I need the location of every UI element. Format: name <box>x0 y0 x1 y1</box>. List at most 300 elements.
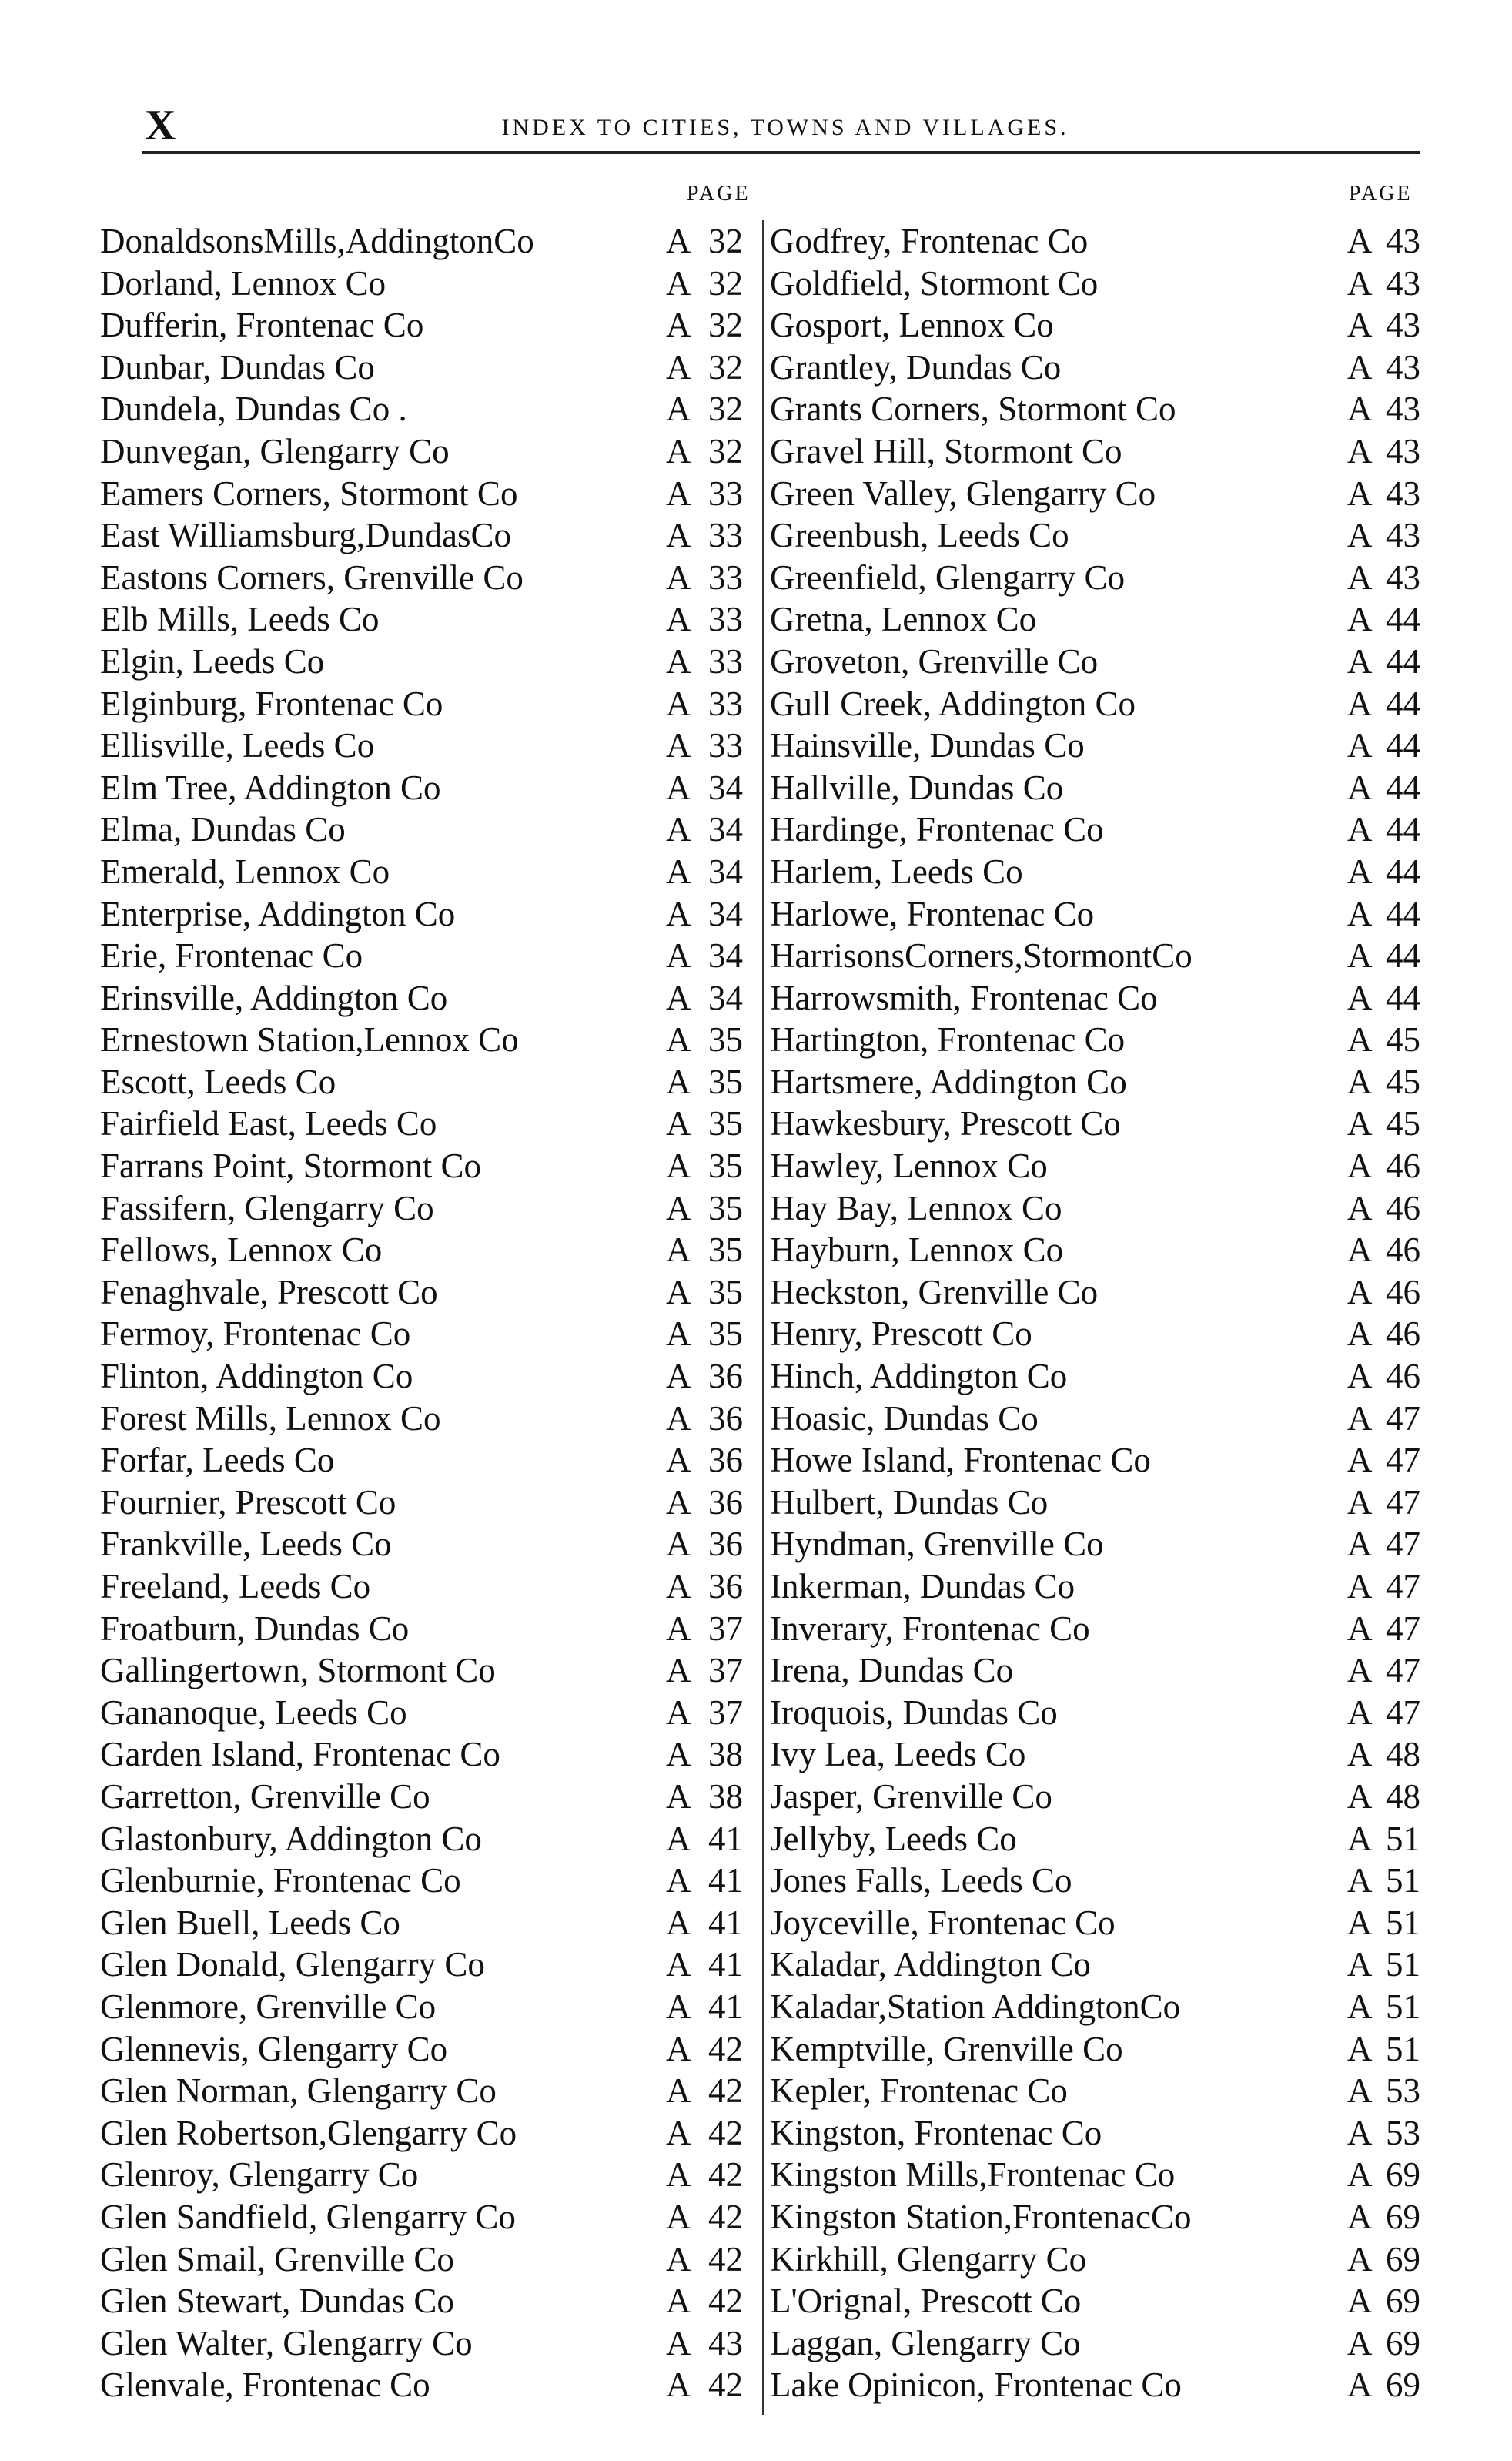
entry-page-number: 44 <box>1386 726 1420 765</box>
entry-page-number: 41 <box>708 1861 743 1900</box>
entry-place-name: Glen Donald, Glengarry Co <box>100 1945 485 1984</box>
index-entry <box>100 1818 762 1860</box>
entry-section-letter: A <box>1347 2197 1373 2236</box>
entry-section-letter: A <box>1347 557 1373 597</box>
index-entry <box>770 1860 1424 1902</box>
entry-place-name: Fassifern, Glengarry Co <box>100 1188 434 1227</box>
entry-place-name: Lake Opinicon, Frontenac Co <box>770 2366 1182 2405</box>
index-entry <box>770 2364 1424 2406</box>
entry-section-letter: A <box>1347 1819 1373 1858</box>
index-entry <box>770 514 1424 557</box>
entry-place-name: Glen Norman, Glengarry Co <box>100 2071 497 2111</box>
entry-page-number: 36 <box>708 1441 743 1480</box>
entry-page-number: 69 <box>1386 2155 1420 2195</box>
entry-place-name: Jasper, Grenville Co <box>770 1776 1052 1816</box>
entry-section-letter: A <box>666 2282 691 2321</box>
index-entry <box>100 598 762 641</box>
entry-place-name: Hyndman, Grenville Co <box>770 1525 1104 1564</box>
index-entry <box>100 767 762 809</box>
entry-section-letter: A <box>666 1147 691 1186</box>
entry-place-name: Eamers Corners, Stormont Co <box>100 474 518 513</box>
entry-section-letter: A <box>666 2197 691 2236</box>
index-entry <box>100 304 762 347</box>
entry-page-number: 43 <box>1386 516 1420 555</box>
entry-page-number: 37 <box>708 1693 743 1732</box>
entry-place-name: Elgin, Leeds Co <box>100 641 325 681</box>
entry-place-name: DonaldsonsMills,AddingtonCo <box>100 222 534 260</box>
entry-place-name: Glen Stewart, Dundas Co <box>100 2282 454 2321</box>
left-page-column-label: PAGE <box>687 182 751 206</box>
entry-section-letter: A <box>1347 1861 1373 1900</box>
entry-place-name: Hardinge, Frontenac Co <box>770 810 1104 849</box>
entry-page-number: 47 <box>1386 1567 1420 1606</box>
entry-page-number: 69 <box>1386 2197 1420 2236</box>
entry-page-number: 35 <box>708 1230 743 1270</box>
entry-place-name: Glen Buell, Leeds Co <box>100 1903 400 1942</box>
entry-section-letter: A <box>666 263 691 303</box>
entry-section-letter: A <box>666 1609 691 1648</box>
entry-page-number: 44 <box>1386 684 1420 723</box>
entry-section-letter: A <box>1347 641 1373 681</box>
entry-page-number: 51 <box>1386 1987 1420 2026</box>
entry-section-letter: A <box>1347 936 1373 976</box>
entry-section-letter: A <box>666 1062 691 1101</box>
index-entry <box>100 557 762 599</box>
entry-page-number: 35 <box>708 1147 743 1186</box>
entry-place-name: Inkerman, Dundas Co <box>770 1567 1075 1606</box>
index-entry <box>770 851 1424 893</box>
entry-section-letter: A <box>1347 1188 1373 1227</box>
index-entry <box>100 1608 762 1650</box>
entry-section-letter: A <box>666 1398 691 1438</box>
entry-place-name: Fenaghvale, Prescott Co <box>100 1272 438 1311</box>
entry-section-letter: A <box>666 1945 691 1984</box>
index-entry <box>100 1565 762 1608</box>
left-index-column <box>100 220 762 2406</box>
entry-place-name: Harlowe, Frontenac Co <box>770 894 1095 933</box>
entry-place-name: Hawkesbury, Prescott Co <box>770 1104 1121 1143</box>
index-entry <box>770 1818 1424 1860</box>
entry-section-letter: A <box>1347 474 1373 513</box>
entry-section-letter: A <box>666 1903 691 1942</box>
index-entry <box>770 1271 1424 1314</box>
entry-section-letter: A <box>1347 1147 1373 1186</box>
entry-section-letter: A <box>1347 263 1373 303</box>
entry-page-number: 42 <box>708 2071 743 2111</box>
index-entry <box>770 767 1424 809</box>
entry-place-name: Glennevis, Glengarry Co <box>100 2029 448 2068</box>
running-title: INDEX TO CITIES, TOWNS AND VILLAGES. <box>501 115 1069 140</box>
index-entry <box>100 1649 762 1692</box>
entry-page-number: 32 <box>708 431 743 470</box>
index-entry <box>770 1692 1424 1734</box>
index-entry <box>770 1776 1424 1818</box>
entry-page-number: 47 <box>1386 1441 1420 1480</box>
entry-page-number: 44 <box>1386 810 1420 849</box>
entry-page-number: 69 <box>1386 2239 1420 2279</box>
entry-place-name: Kemptville, Grenville Co <box>770 2029 1123 2068</box>
entry-section-letter: A <box>666 1861 691 1900</box>
entry-place-name: Farrans Point, Stormont Co <box>100 1147 482 1186</box>
entry-section-letter: A <box>1347 2113 1373 2152</box>
entry-place-name: Hay Bay, Lennox Co <box>770 1188 1062 1227</box>
index-entry <box>100 473 762 515</box>
entry-place-name: Irena, Dundas Co <box>770 1651 1014 1690</box>
entry-place-name: Elma, Dundas Co <box>100 810 346 849</box>
entry-place-name: Hulbert, Dundas Co <box>770 1482 1049 1522</box>
entry-section-letter: A <box>666 2239 691 2279</box>
entry-place-name: Gretna, Lennox Co <box>770 600 1037 639</box>
entry-page-number: 48 <box>1386 1735 1420 1774</box>
index-entry <box>770 683 1424 725</box>
entry-page-number: 33 <box>708 557 743 597</box>
index-entry <box>100 514 762 557</box>
index-entry <box>770 641 1424 683</box>
entry-section-letter: A <box>666 1230 691 1270</box>
index-entry <box>770 1313 1424 1355</box>
index-entry <box>770 977 1424 1020</box>
entry-section-letter: A <box>666 768 691 807</box>
index-entry <box>770 1523 1424 1565</box>
index-entry <box>770 2280 1424 2322</box>
entry-place-name: Kaladar,Station AddingtonCo <box>770 1987 1181 2026</box>
entry-section-letter: A <box>666 1525 691 1564</box>
index-entry <box>100 2364 762 2406</box>
entry-place-name: Jones Falls, Leeds Co <box>770 1861 1072 1900</box>
index-entry <box>100 2154 762 2196</box>
entry-page-number: 32 <box>708 347 743 387</box>
entry-section-letter: A <box>1347 684 1373 723</box>
entry-page-number: 48 <box>1386 1776 1420 1816</box>
entry-place-name: Flinton, Addington Co <box>100 1357 413 1396</box>
entry-section-letter: A <box>1347 431 1373 470</box>
entry-section-letter: A <box>666 852 691 891</box>
entry-section-letter: A <box>666 1567 691 1606</box>
index-entry <box>770 1355 1424 1398</box>
entry-place-name: Glen Walter, Glengarry Co <box>100 2323 473 2362</box>
entry-place-name: Gallingertown, Stormont Co <box>100 1651 496 1690</box>
entry-place-name: Hartington, Frontenac Co <box>770 1020 1126 1060</box>
index-entry <box>770 1608 1424 1650</box>
entry-section-letter: A <box>666 726 691 765</box>
entry-page-number: 41 <box>708 1819 743 1858</box>
entry-section-letter: A <box>1347 347 1373 387</box>
entry-section-letter: A <box>1347 2366 1373 2405</box>
index-entry <box>770 557 1424 599</box>
entry-section-letter: A <box>1347 1903 1373 1942</box>
index-entry <box>770 1482 1424 1524</box>
index-entry <box>100 220 762 263</box>
index-entry <box>100 263 762 305</box>
entry-page-number: 34 <box>708 768 743 807</box>
entry-page-number: 33 <box>708 726 743 765</box>
entry-page-number: 47 <box>1386 1609 1420 1648</box>
entry-page-number: 47 <box>1386 1651 1420 1690</box>
entry-page-number: 43 <box>1386 557 1420 597</box>
entry-page-number: 44 <box>1386 600 1420 639</box>
entry-section-letter: A <box>1347 1735 1373 1774</box>
entry-page-number: 47 <box>1386 1398 1420 1438</box>
entry-page-number: 35 <box>708 1272 743 1311</box>
entry-page-number: 38 <box>708 1776 743 1816</box>
entry-place-name: Dunvegan, Glengarry Co <box>100 431 450 470</box>
entry-place-name: Fournier, Prescott Co <box>100 1482 396 1522</box>
entry-page-number: 42 <box>708 2239 743 2279</box>
entry-place-name: Kingston Station,FrontenacCo <box>770 2197 1192 2236</box>
entry-section-letter: A <box>1347 1525 1373 1564</box>
page-header <box>0 99 1512 152</box>
entry-place-name: Kaladar, Addington Co <box>770 1945 1091 1984</box>
entry-place-name: Glastonbury, Addington Co <box>100 1819 482 1858</box>
entry-section-letter: A <box>1347 600 1373 639</box>
index-entry <box>100 641 762 683</box>
entry-page-number: 33 <box>708 474 743 513</box>
index-entry <box>770 1902 1424 1944</box>
index-entry <box>770 1103 1424 1145</box>
entry-page-number: 42 <box>708 2366 743 2405</box>
entry-place-name: Enterprise, Addington Co <box>100 894 456 933</box>
index-entry <box>770 1733 1424 1776</box>
entry-page-number: 53 <box>1386 2113 1420 2152</box>
entry-section-letter: A <box>1347 1398 1373 1438</box>
index-entry <box>100 1229 762 1271</box>
entry-place-name: Glenroy, Glengarry Co <box>100 2155 419 2195</box>
entry-section-letter: A <box>1347 726 1373 765</box>
index-entry <box>770 220 1424 263</box>
entry-page-number: 43 <box>1386 431 1420 470</box>
index-entry <box>100 1187 762 1230</box>
entry-place-name: Elb Mills, Leeds Co <box>100 600 380 639</box>
entry-place-name: Escott, Leeds Co <box>100 1062 336 1101</box>
entry-section-letter: A <box>1347 1693 1373 1732</box>
entry-section-letter: A <box>666 2113 691 2152</box>
entry-section-letter: A <box>666 431 691 470</box>
entry-page-number: 34 <box>708 978 743 1017</box>
entry-page-number: 51 <box>1386 1819 1420 1858</box>
entry-section-letter: A <box>666 600 691 639</box>
index-entry <box>770 1145 1424 1187</box>
entry-place-name: Kingston, Frontenac Co <box>770 2113 1102 2152</box>
entry-place-name: Eastons Corners, Grenville Co <box>100 557 524 597</box>
index-entry <box>770 809 1424 851</box>
entry-section-letter: A <box>1347 1357 1373 1396</box>
entry-page-number: 69 <box>1386 2366 1420 2405</box>
entry-section-letter: A <box>666 306 691 345</box>
entry-page-number: 33 <box>708 684 743 723</box>
entry-page-number: 43 <box>1386 347 1420 387</box>
entry-place-name: Jellyby, Leeds Co <box>770 1819 1017 1858</box>
index-entry <box>770 1061 1424 1103</box>
entry-place-name: Kirkhill, Glengarry Co <box>770 2239 1087 2279</box>
entry-place-name: Hinch, Addington Co <box>770 1357 1068 1396</box>
entry-section-letter: A <box>666 810 691 849</box>
entry-place-name: Green Valley, Glengarry Co <box>770 474 1156 513</box>
entry-section-letter: A <box>1347 2239 1373 2279</box>
entry-page-number: 42 <box>708 2197 743 2236</box>
entry-page-number: 44 <box>1386 641 1420 681</box>
entry-place-name: Hallville, Dundas Co <box>770 768 1064 807</box>
index-entry <box>100 1482 762 1524</box>
entry-page-number: 46 <box>1386 1147 1420 1186</box>
index-entry <box>770 2154 1424 2196</box>
entry-section-letter: A <box>1347 1609 1373 1648</box>
entry-page-number: 36 <box>708 1357 743 1396</box>
index-entry <box>100 347 762 389</box>
entry-place-name: Gravel Hill, Stormont Co <box>770 431 1122 470</box>
entry-section-letter: A <box>666 2155 691 2195</box>
entry-place-name: Hoasic, Dundas Co <box>770 1398 1039 1438</box>
entry-page-number: 32 <box>708 390 743 429</box>
entry-section-letter: A <box>666 641 691 681</box>
entry-place-name: Forest Mills, Lennox Co <box>100 1398 441 1438</box>
entry-place-name: Erie, Frontenac Co <box>100 936 363 976</box>
entry-place-name: Godfrey, Frontenac Co <box>770 222 1089 260</box>
entry-section-letter: A <box>1347 1776 1373 1816</box>
index-entry <box>100 1313 762 1355</box>
entry-section-letter: A <box>666 1651 691 1690</box>
entry-page-number: 33 <box>708 600 743 639</box>
entry-section-letter: A <box>1347 852 1373 891</box>
index-entry <box>100 1439 762 1482</box>
entry-page-number: 51 <box>1386 1903 1420 1942</box>
entry-section-letter: A <box>666 2029 691 2068</box>
index-entry <box>100 1061 762 1103</box>
entry-page-number: 47 <box>1386 1693 1420 1732</box>
entry-page-number: 42 <box>708 2029 743 2068</box>
entry-place-name: Ellisville, Leeds Co <box>100 726 375 765</box>
index-entry <box>770 1187 1424 1230</box>
right-index-column <box>770 220 1424 2406</box>
index-entry <box>770 725 1424 767</box>
index-entry <box>770 263 1424 305</box>
entry-section-letter: A <box>1347 516 1373 555</box>
index-entry <box>770 430 1424 473</box>
entry-section-letter: A <box>1347 2155 1373 2195</box>
entry-place-name: Groveton, Grenville Co <box>770 641 1099 681</box>
entry-section-letter: A <box>1347 1945 1373 1984</box>
entry-place-name: Glenmore, Grenville Co <box>100 1987 437 2026</box>
index-entry <box>100 1271 762 1314</box>
entry-page-number: 43 <box>1386 474 1420 513</box>
entry-section-letter: A <box>1347 894 1373 933</box>
entry-page-number: 41 <box>708 1987 743 2026</box>
entry-place-name: Dufferin, Frontenac Co <box>100 306 424 345</box>
entry-page-number: 51 <box>1386 1945 1420 1984</box>
entry-section-letter: A <box>1347 2282 1373 2321</box>
entry-section-letter: A <box>666 1776 691 1816</box>
entry-place-name: Hainsville, Dundas Co <box>770 726 1085 765</box>
entry-page-number: 35 <box>708 1020 743 1060</box>
entry-section-letter: A <box>1347 1104 1373 1143</box>
entry-place-name: Emerald, Lennox Co <box>100 852 390 891</box>
entry-page-number: 32 <box>708 306 743 345</box>
index-entry <box>100 2070 762 2112</box>
entry-page-number: 36 <box>708 1567 743 1606</box>
entry-section-letter: A <box>666 2071 691 2111</box>
entry-page-number: 44 <box>1386 936 1420 976</box>
entry-place-name: Freeland, Leeds Co <box>100 1567 371 1606</box>
entry-place-name: Erinsville, Addington Co <box>100 978 448 1017</box>
entry-section-letter: A <box>666 1735 691 1774</box>
header-rule <box>142 151 1420 154</box>
entry-page-number: 36 <box>708 1525 743 1564</box>
entry-section-letter: A <box>666 1693 691 1732</box>
index-entry <box>770 1565 1424 1608</box>
entry-section-letter: A <box>1347 222 1373 260</box>
entry-place-name: Kepler, Frontenac Co <box>770 2071 1068 2111</box>
entry-place-name: Ivy Lea, Leeds Co <box>770 1735 1026 1774</box>
index-entry <box>100 977 762 1020</box>
entry-page-number: 47 <box>1386 1482 1420 1522</box>
entry-page-number: 42 <box>708 2155 743 2195</box>
entry-place-name: Glen Robertson,Glengarry Co <box>100 2113 517 2152</box>
entry-section-letter: A <box>666 347 691 387</box>
entry-page-number: 43 <box>1386 306 1420 345</box>
entry-place-name: Fermoy, Frontenac Co <box>100 1314 411 1354</box>
index-entry <box>770 304 1424 347</box>
entry-page-number: 45 <box>1386 1020 1420 1060</box>
entry-section-letter: A <box>1347 1062 1373 1101</box>
entry-section-letter: A <box>666 1272 691 1311</box>
entry-page-number: 43 <box>1386 390 1420 429</box>
entry-place-name: Heckston, Grenville Co <box>770 1272 1099 1311</box>
entry-page-number: 33 <box>708 641 743 681</box>
entry-page-number: 35 <box>708 1104 743 1143</box>
entry-section-letter: A <box>1347 1651 1373 1690</box>
entry-section-letter: A <box>1347 978 1373 1017</box>
entry-page-number: 53 <box>1386 2071 1420 2111</box>
entry-section-letter: A <box>666 390 691 429</box>
entry-page-number: 33 <box>708 516 743 555</box>
index-entry <box>100 1902 762 1944</box>
entry-place-name: Grantley, Dundas Co <box>770 347 1062 387</box>
index-entry <box>100 809 762 851</box>
entry-section-letter: A <box>666 978 691 1017</box>
entry-place-name: Henry, Prescott Co <box>770 1314 1032 1354</box>
entry-page-number: 46 <box>1386 1188 1420 1227</box>
entry-place-name: Dorland, Lennox Co <box>100 263 386 303</box>
entry-page-number: 43 <box>1386 222 1420 260</box>
entry-section-letter: A <box>1347 1020 1373 1060</box>
index-entry <box>770 2322 1424 2365</box>
index-entry <box>100 1398 762 1440</box>
entry-place-name: East Williamsburg,DundasCo <box>100 516 512 555</box>
entry-section-letter: A <box>1347 390 1373 429</box>
entry-page-number: 34 <box>708 852 743 891</box>
entry-place-name: Laggan, Glengarry Co <box>770 2323 1081 2362</box>
entry-page-number: 37 <box>708 1651 743 1690</box>
entry-page-number: 51 <box>1386 2029 1420 2068</box>
entry-page-number: 51 <box>1386 1861 1420 1900</box>
entry-section-letter: A <box>666 2323 691 2362</box>
entry-place-name: Fairfield East, Leeds Co <box>100 1104 437 1143</box>
entry-page-number: 44 <box>1386 768 1420 807</box>
index-entry <box>100 2196 762 2238</box>
index-entry <box>100 1103 762 1145</box>
entry-place-name: Greenbush, Leeds Co <box>770 516 1069 555</box>
entry-place-name: Dundela, Dundas Co . <box>100 390 407 429</box>
entry-place-name: Dunbar, Dundas Co <box>100 347 375 387</box>
entry-page-number: 43 <box>708 2323 743 2362</box>
column-divider <box>762 220 764 2415</box>
entry-section-letter: A <box>1347 1567 1373 1606</box>
entry-place-name: Howe Island, Frontenac Co <box>770 1441 1151 1480</box>
index-entry <box>770 388 1424 430</box>
index-entry <box>100 725 762 767</box>
index-entry <box>770 1229 1424 1271</box>
entry-section-letter: A <box>666 1482 691 1522</box>
entry-section-letter: A <box>1347 1272 1373 1311</box>
